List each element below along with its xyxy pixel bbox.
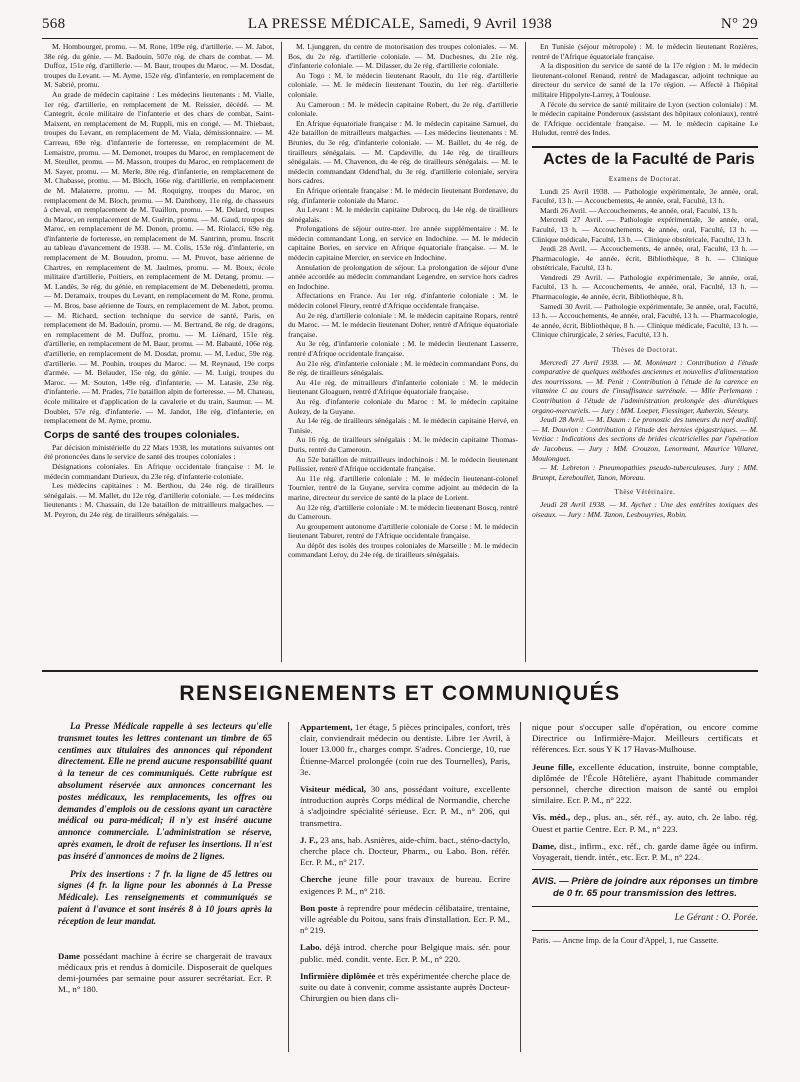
gerant-signature: Le Gérant : O. Porée. <box>674 913 758 924</box>
article-paragraph: M. Ljunggren, du centre de motorisation des troupes coloniales. — M. Bos, du 2e rég. d'artillerie coloniale. — M. Duchesnes, du 21e rég. d'infanterie coloniale. — M. Dilasser, du 2e rég. d'artillerie coloniale. <box>288 42 518 71</box>
article-paragraph: Par décision ministérielle du 22 Mars 1938, les mutations suivantes ont été prononcées dans le service de santé des troupes coloniales : <box>44 442 274 462</box>
section-title: RENSEIGNEMENTS ET COMMUNIQUÉS <box>179 682 621 705</box>
article-paragraph: Au Togo : M. le médecin lieutenant Raoult, du 11e rég. d'artillerie coloniale. — M. le médecin lieutenant Touzin, du 1er rég. d'artillerie coloniale. <box>288 70 518 99</box>
article-paragraph: Au 11e rég. d'artillerie coloniale : M. le médecin lieutenant-colonel Tournier, rentré de la Guyane, servira comme adjoint au médecin de la marine, directeur du service de santé de la place de Lorient. <box>288 473 518 502</box>
ad-entry: Appartement, 1er étage, 5 pièces principales, confort, très clair, conviendrait médecin ou dentiste. Libre 1er Avril, à louer 13.000 fr., charges compr. S'adres. Concierge, 10, rue Étienne-Marcel prolongée (coin rue des Tournelles), Paris, 3e. <box>300 722 510 777</box>
ad-entry: Jeune fille, excellente éducation, instruite, bonne comptable, diplômée de l'École Hôtelière, ayant l'habitude commander personnel, cherche direction maison de santé ou emploi similaire. Ecr. P. M., n° 222. <box>532 761 758 806</box>
avis-notice: AVIS. — Prière de joindre aux réponses un timbre de 0 fr. 65 pour transmission des lettres. <box>532 876 758 900</box>
ad-entry: Infirmière diplômée et très expérimentée cherche place de suite ou date à convenir, comme assistante auprès Docteur-Chirurgien ou bien dans cli- <box>300 970 510 1004</box>
page-header <box>42 16 758 38</box>
thesis-list: Jeudi 28 Avril. — M. Daum : Le pronostic des tumeurs du nerf auditif. — M. Douvion : Contribution à l'étude des hernies épigastriques. — M. Vertiac : Indications des sections de brides cicatricielles par l'opération de Jacobeus. — Jury : MM. Crouzon, Lenormant, Maurice Villaret, Moulonguet. <box>532 415 758 463</box>
exam-entry: Jeudi 28 Avril. — Accouchements, 4e année, oral, Faculté, 13 h. — Pharmacologie, 4e année, écrit, Bibliothèque, 8 h. — Clinique obstétricale, Faculté, 13 h. <box>532 244 758 273</box>
thesis-list: Mercredi 27 Avril 1938. — M. Monimart : Contribution à l'étude comparative de quelques méthodes anciennes et nouvelles d'alimentation des nourrissons. — M. Penit : Contribution à l'étude de la carence en vitamine C au cours de l'insuffisance surrénale. — Mlle Perlemann : Contribution à l'étude de l'administration prolongée des diurétiques organo-mercuriels. — Jury : MM. Loeper, Fiessinger, Aubertin, Séeury. <box>532 357 758 415</box>
article-paragraph: Au 52e bataillon de mitrailleurs indochinois : M. le médecin lieutenant Pellissier, rentré d'Afrique occidentale française. <box>288 454 518 474</box>
article-paragraph: En Afrique équatoriale française : M. le médecin capitaine Samuel, du 42e bataillon de mitrailleurs malgaches. — Les médecins lieutenants : M. Brunies, du 3e rég. d'infanterie coloniale. — M. Baillet, du 4e rég. de tirailleurs sénégalais. — M. Capdeville, du 14e rég. de tirailleurs sénégalais. — M. Chavenon, du 4e rég. de tirailleurs sénégalais. — M. le médecin commandant Odend'hal, du 3e rég. d'artillerie coloniale, servira hors cadres. <box>288 118 518 186</box>
ads-notice: La Presse Médicale rappelle à ses lecteurs qu'elle transmet toutes les lettres contenant un timbre de 65 centimes aux titulaires des annonces qui répondent directement. Elle ne prend aucune responsabilité quant à la teneur de ces communiqués. Cette rubrique est absolument réservée aux annonces concernant les postes médicaux, les remplacements, les offres ou demandes d'emplois ou de cessions ayant un caractère médical ou para-médical; il n'y est inséré aucune annonce commerciale. L'administration se réserve, après examen, le droit de refuser les insertions. Il n'est pas inséré d'annonces de moins de 2 lignes. <box>58 722 272 862</box>
thesis-list: — M. Lebreton : Pneumopathies pseudo-tuberculeuses. Jury : MM. Brumpt, Lereboullet, Tanon, Moreau. <box>532 463 758 482</box>
avis-rule <box>532 906 758 907</box>
exam-entry: Mardi 26 Avril. — Accouchements, 4e année, oral, Faculté, 13 h. <box>540 205 738 215</box>
faculty-title: Actes de la Faculté de Paris <box>543 150 755 168</box>
column-3 <box>532 42 758 662</box>
ad-entry: J. F., 23 ans, hab. Asnières, aide-chim. bact., sténo-dactylo, cherche place ch. Docteur, Pharm., ou Labo. Bon. référ. Ecr. P. M., n° 217. <box>300 834 510 868</box>
ads-divider <box>520 722 521 1052</box>
vet-header: Thèse Vétérinaire. <box>614 489 676 497</box>
ad-entry: Visiteur médical, 30 ans, possédant voiture, excellente introduction auprès Corps médical de Normandie, cherche à s'adjoindre spécialité sérieuse. Ecr. P. M., n° 206, qui transmettra. <box>300 784 510 828</box>
ad-entry: Cherche jeune fille pour travaux de bureau. Ecrire exigences P. M., n° 218. <box>300 874 510 896</box>
article-paragraph: Au rég. d'infanterie coloniale du Maroc : M. le médecin capitaine Aulezy, de la Guyane. <box>288 396 518 416</box>
journal-title: LA PRESSE MÉDICALE, Samedi, 9 Avril 1938 <box>247 16 553 32</box>
section-rule <box>42 670 758 672</box>
thesis-header: Thèses de Doctorat. <box>612 347 678 355</box>
article-paragraph: Au 21e rég. d'infanterie coloniale : M. le médecin commandant Pons, du 8e rég. de tirailleurs sénégalais. <box>288 358 518 378</box>
article-paragraph: Au 3e rég. d'infanterie coloniale : M. le médecin lieutenant Lasserre, rentré d'Afrique occidentale française. <box>288 339 518 358</box>
imprint: Paris. — Ancne Imp. de la Cour d'Appel, 1, rue Cassette. <box>532 936 719 946</box>
exam-entry: Mercredi 27 Avril. — Pathologie expérimentale, 3e année, oral, Faculté, 13 h. — Accouchements, 4e année, oral, Faculté, 13 h. — Clinique médicale, Faculté, 13 h. — Clinique obstétricale, Faculté, 13 h. <box>532 215 758 244</box>
ad-entry: Vis. méd., dep., plus. an., sér. réf., ay. auto, ch. 2e labo. rég. Ouest et partie Centre. Ecr. P. M., n° 223. <box>532 812 758 834</box>
ads-column-3 <box>532 722 758 1062</box>
column-divider <box>525 42 526 662</box>
column-divider <box>281 42 282 662</box>
article-paragraph: Au Levant : M. le médecin capitaine Dubrocq, du 14e rég. de tirailleurs sénégalais. <box>288 205 518 224</box>
article-paragraph: Au 14e rég. de tirailleurs sénégalais : M. le médecin capitaine Hervé, en Tunisie. <box>288 416 518 435</box>
vet-thesis: Jeudi 28 Avril 1938. — M. Aychet : Une des entérites toxiques des oiseaux. — Jury : MM. Tanon, Lesbouyries, Robin. <box>532 499 758 519</box>
ads-prices: Prix des insertions : 7 fr. la ligne de 45 lettres ou signes (4 fr. la ligne pour les abonnés à La Presse Médicale). Les renseignements et communiqués se paient à l'avance et sont insérés 8 à 10 jours après la réception de leur mandat. <box>58 869 272 927</box>
article-paragraph: Affectations en France. Au 1er rég. d'infanterie coloniale : M. le médecin colonel Fleury, rentré d'Afrique occidentale française. <box>288 291 518 311</box>
article-paragraph: Au dépôt des isolés des troupes coloniales de Marseille : M. le médecin commandant Leroy, du 24e rég. de tirailleurs sénégalais. <box>288 540 518 560</box>
ad-entry: nique pour s'occuper salle d'opération, ou encore comme Directrice ou Infirmière-Major. Meilleurs certificats et références. Ecr. sous Y K 17 Havas-Mulhouse. <box>532 722 758 755</box>
section-heading-colonial: Corps de santé des troupes coloniales. <box>44 428 240 441</box>
article-paragraph: Au grade de médecin capitaine : Les médecins lieutenants : M. Vialle, 1er rég. d'artillerie, en remplacement de M. Reissier, décédé. — M. Cantegrit, école militaire de l'infanterie et des chars de combat, Saint-Maixent, en remplacement de M. Ruppli, mis en congé. — M. Thiebaut, troupes du Levant, en remplacement de M. Viala, démissionnaire. — M. Carreau, 69e rég. d'infanterie de forteresse, en remplacement de M. Lemaistre, promu. — M. Demonet, troupes du Maroc, en remplacement de M. Steullet, promu. — M. Masson, troupes du Maroc, en remplacement de M. Sayer, promu. — M. Merle, 80e rég. d'infanterie, en remplacement de M. Chabasse, promu. — M. Bloch, 166e rég. d'artillerie, en remplacement de M. Malaterre, promu. — M. Roquigny, troupes du Maroc, en remplacement de M. Bloch, promu. — M. Danthony, 11e rég. de chasseurs à cheval, en remplacement de M. Tuaillon, promu. — M. Delard, troupes du Maroc, en remplacement de M. Guérin, promu. — M. Gaud, troupes du Maroc, en remplacement de M. Donon, promu. — M. Riolacci, 69e rég. d'infanterie de forteresse, en remplacement de M. Santrinn, promu. Inscrit au tableau d'avancement de 1938. — M. Colis, 153e rég. d'infanterie, en remplacement de M. Bouudon, promu. — M. Pruvot, base aérienne de Chartres, en remplacement de M. Jaulmes, promu. — M. Boux, école militaire d'artillerie, Poitiers, en remplacement de M. Detang, promu. — M. Landès, 3e rég. du génie, en remplacement de M. Debenedetti, promu. — M. Deramaix, troupes du Levant, en remplacement de M. Rone, promu. — M. Bros, base aérienne de Tours, en remplacement de M. Jabot, promu. — M. Richard, section technique du service de santé, Paris, en remplacement de M. Badouin, promu. — M. Bertrand, 8e rég. de dragons, en remplacement de M. Duffoz, promu. — M. Liénard, 151e rég. d'artillerie, en remplacement de M. Baur, promu. — M. Babauté, 106e rég. d'artillerie, en remplacement de M. Dosdat, promu. — M. Leduc, 59e rég. d'artillerie. — M. Pouhin, troupes du Maroc. — M. Reynaud, 19e corps d'armée. — M. Belauder, 15e rég. du génie. — M. Luigi, troupes du Maroc. — M. Souton, 149e rég. d'infanterie. — M. Latasie, 23e rég. d'infanterie. — M. Prades, 71e bataillon alpin de forteresse. — M. Chateau, école militaire et d'application de la cavalerie et du train, Saumur. — M. Doublet, 57e rég. d'infanterie. — M. Jandot, 18e rég. d'infanterie, en remplacement de M. Ayme, promu. <box>44 89 274 426</box>
article-paragraph: Prolongations de séjour outre-mer. 1re année supplémentaire : M. le médecin commandant Long, en service en Indochine. — M. le médecin capitaine Bories, en service en Afrique équatoriale française. — M. le médecin capitaine Mercier, en service en Indochine. <box>288 224 518 263</box>
article-paragraph: A l'école du service de santé militaire de Lyon (section coloniale) : M. le médecin capitaine Ponderoux (assistant des hôpitaux coloniaux), rentré de l'Afrique occidentale française. — M. le médecin capitaine Le Huludut, rentré des Indes. <box>532 99 758 138</box>
ad-entry: Labo. déjà introd. cherche pour Belgique mais. sér. pour public. méd. condit. vente. Ecr. P. M., n° 220. <box>300 942 510 964</box>
page-number: 568 <box>42 16 66 32</box>
ad-entry: Dame, dist., infirm., exc. réf., ch. garde dame âgée ou infirm. Voyagerait, tiendr. intér., etc. Ecr. P. M., n° 224. <box>532 840 758 863</box>
article-paragraph: En Afrique orientale française : M. le médecin lieutenant Bordenave, du rég. d'infanterie coloniale du Maroc. <box>288 185 518 205</box>
avis-rule <box>532 869 758 870</box>
article-paragraph: Au groupement autonome d'artillerie coloniale de Corse : M. le médecin lieutenant Taburet, rentré de l'Afrique occidentale française. <box>288 521 518 541</box>
article-paragraph: Au 41e rég. de mitrailleurs d'infanterie coloniale : M. le médecin lieutenant Gloaguen, rentré d'Afrique équatoriale française. <box>288 377 518 397</box>
exam-entry: Vendredi 29 Avril. — Pathologie expérimentale, 3e année, oral, Faculté, 13 h. — Accouchements, 4e année, oral, Faculté, 13 h. — Pharmacologie, 4e année, écrit, Bibliothèque, 8 h. <box>532 272 758 302</box>
article-paragraph: Au 16 rég. de tirailleurs sénégalais : M. le médecin capitaine Thomas-Duris, rentré du Cameroun. <box>288 435 518 454</box>
column-1 <box>44 42 274 662</box>
issue-number: N° 29 <box>720 16 758 32</box>
article-paragraph: M. Hombourger, promu. — M. Rone, 109e rég. d'artillerie. — M. Jabot, 38e rég. du génie. — M. Badouin, 507e rég. de chars de combat. — M. Duffoz, 151e rég. d'artillerie. — M. Baur, troupes du Maroc. — M. Dosdat, troupes du Levant. — M. Ayme, 152e rég. d'infanterie, en remplacement de M. Sabrié, promu. <box>44 42 274 90</box>
ads-column-1 <box>58 722 272 1052</box>
article-paragraph: Les médecins capitaines : M. Berthou, du 24e rég. de tirailleurs sénégalais. — M. Mallet, du 12e rég. d'artillerie coloniale. — Les médecins lieutenants : M. Chassain, du 12e bataillon de mitrailleurs malgaches. — M. Peyron, du 24e rég. de tirailleurs sénégalais. — <box>44 481 274 519</box>
column-2 <box>288 42 518 662</box>
faculty-rule <box>532 146 758 148</box>
header-rule <box>42 38 758 39</box>
article-paragraph: Au Cameroun : M. le médecin capitaine Robert, du 2e rég. d'artillerie coloniale. <box>288 99 518 119</box>
exam-entry: Lundi 25 Avril 1938. — Pathologie expérimentale, 3e année, oral, Faculté, 13 h. — Accouchements, 4e année, oral, Faculté, 13 h. <box>532 186 758 206</box>
article-paragraph: A la disposition du service de santé de la 17e région : M. le médecin lieutenant-colonel Renaud, rentré de Madagascar, adjoint technique au directeur du service de santé de la 17e région. — Affecté à l'hôpital militaire Hippolyte-Larrey, à Toulouse. <box>532 61 758 99</box>
exam-header: Examens de Doctorat. <box>608 175 682 183</box>
ads-divider <box>288 722 289 1052</box>
article-paragraph: Au 2e rég. d'artillerie coloniale : M. le médecin capitaine Ropars, rentré du Maroc. — M. le médecin lieutenant Doher, rentré d'Afrique équatoriale française. <box>288 310 518 339</box>
ad-entry: Dame possédant machine à écrire se chargerait de travaux médicaux pris et rendus à domicile. Disposerait de quelques demi-journées par semaine pour assurer secrétariat. Ecr. P. M., n° 180. <box>58 950 272 995</box>
imprint-rule <box>532 930 758 931</box>
ads-column-2 <box>300 722 510 1052</box>
article-paragraph: Annulation de prolongation de séjour. La prolongation de séjour d'une année accordée au médecin commandant Legendre, en service hors cadres en Indochine. <box>288 262 518 291</box>
article-paragraph: Au 12e rég. d'artillerie coloniale : M. le médecin lieutenant Boscq, rentré du Cameroun. <box>288 502 518 522</box>
ad-entry: Bon poste à reprendre pour médecin célibataire, trentaine, ville agréable du Poitou, sans frais d'installation. Ecr. P. M., n° 219. <box>300 902 510 936</box>
exam-entry: Samedi 30 Avril. — Pathologie expérimentale, 3e année, oral, Faculté, 13 h. — Accouchements, 4e année, oral, Faculté, 13 h. — Pharmacologie, 4e année, écrit, Bibliothèque, 8 h. — Clinique médicale, Faculté, 13 h. — Clinique chirurgicale, 2 séries, Faculté, 13 h. <box>532 301 758 340</box>
article-paragraph: Désignations coloniales. En Afrique occidentale française : M. le médecin commandant Durieux, du 23e rég. d'infanterie coloniale. <box>44 461 274 481</box>
article-paragraph: En Tunisie (séjour métropole) : M. le médecin lieutenant Rozières, rentré de l'Afrique équatoriale française. <box>532 42 758 61</box>
